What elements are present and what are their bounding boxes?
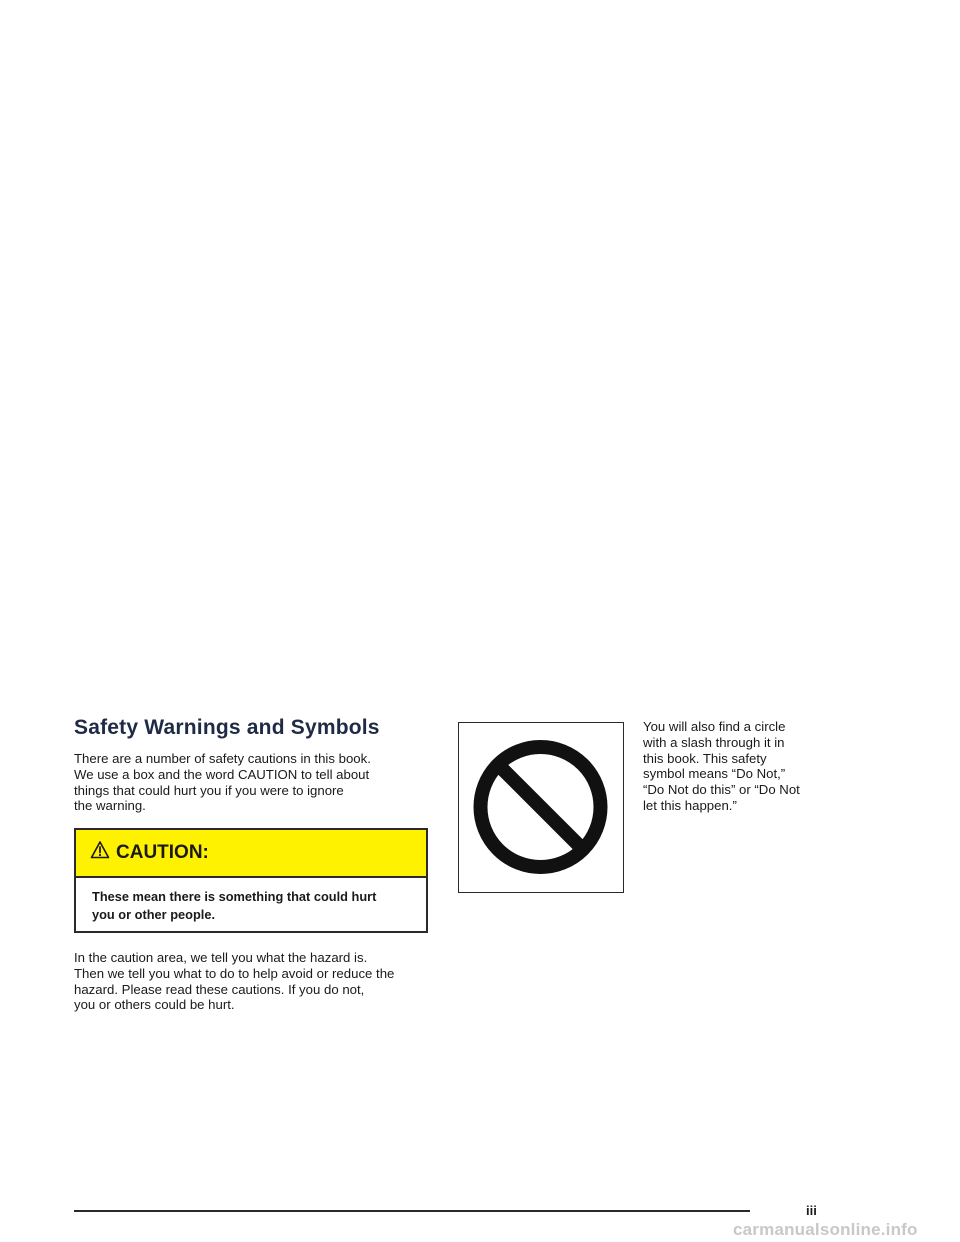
caution-label: CAUTION: — [116, 842, 209, 863]
watermark: carmanualsonline.info — [733, 1220, 918, 1239]
symbol-description: You will also find a circle with a slash through it in this book. This safety symbol means “Do Not,” “Do Not do this” or “Do Not let this happen.” — [643, 719, 800, 813]
warning-triangle-icon — [90, 840, 110, 860]
caution-box — [74, 828, 428, 933]
page-number: iii — [806, 1203, 817, 1218]
hazard-paragraph: In the caution area, we tell you what the hazard is. Then we tell you what to do to help avoid or reduce the hazard. Please read these cautions. If you do not, you or others could be hurt. — [74, 950, 395, 1013]
intro-paragraph: There are a number of safety cautions in this book. We use a box and the word CAUTION to tell about things that could hurt you if you were to ignore the warning. — [74, 751, 371, 814]
symbol-frame — [458, 722, 624, 893]
caution-header — [76, 830, 426, 878]
prohibition-circle-slash-icon — [459, 723, 622, 891]
footer-rule — [74, 1210, 750, 1212]
caution-text: These mean there is something that could hurt you or other people. — [92, 889, 377, 922]
section-title: Safety Warnings and Symbols — [74, 716, 380, 739]
